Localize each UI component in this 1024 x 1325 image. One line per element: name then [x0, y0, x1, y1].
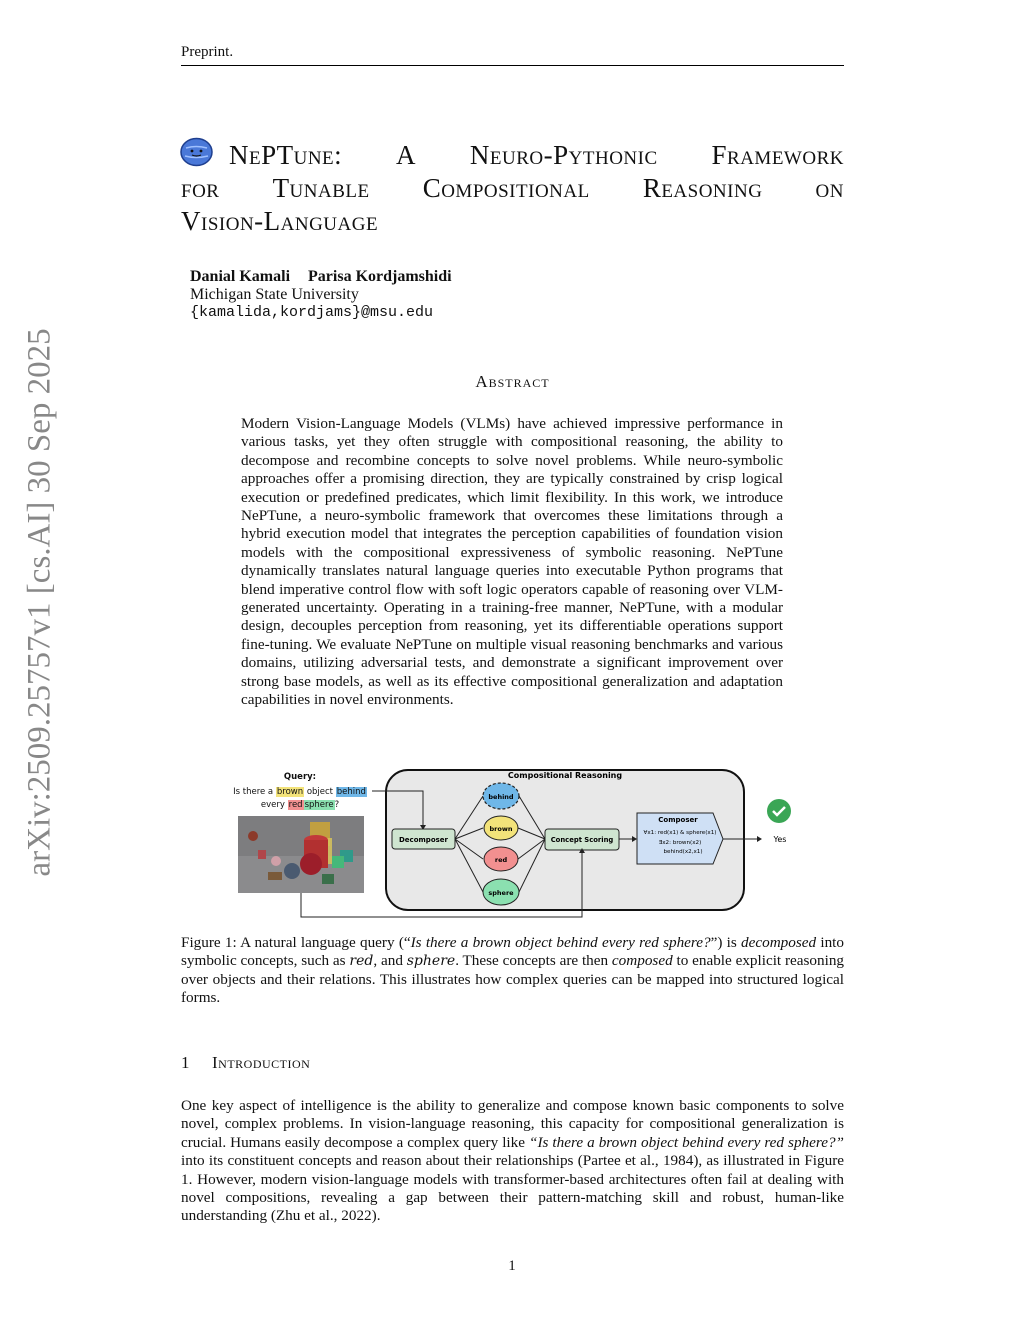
figure-diagram — [225, 767, 787, 922]
caption-text: into symbolic concepts, such as — [181, 934, 844, 970]
title-word: A — [396, 140, 417, 170]
query-sphere: sphere — [304, 800, 334, 810]
query-red: red — [288, 800, 303, 810]
abstract-body: Modern Vision-Language Models (VLMs) have achieved impressive performance in various tasks, yet they often struggle with compositional reasoning, the ability to decompose and recombine concepts to solve novel problems. While neuro-symbolic approaches offer a promising direction, they are typically constrained by crisp logical execution or predefined predicates, which limit flexibility. In this work, we introduce NePTune, a neuro-symbolic framework that overcomes these limitations through a hybrid execution model that integrates the perception capabilities of foundation vision models with the compositional expressiveness of symbolic reasoning. NePTune dynamically translates natural language queries into executable Python programs that blend imperative control flow with soft logic operators capable of reasoning over VLM-generated uncertainty. Operating in a training-free manner, NePTune, with a modular design, decouples perception from reasoning, yet its differentiable operations support fine-tuning. We evaluate NePTune on multiple visual reasoning benchmarks and various domains, utilizing adversarial tests, and demonstrate a significant improvement over strong base models, as well as its effective compositional generalization and adaptation capabilities in novel environments. — [241, 415, 783, 709]
composer-line: ∃x2: brown(x2) — [658, 840, 702, 846]
figure-caption — [181, 934, 844, 1008]
query-word: ? — [334, 800, 340, 810]
query-behind: behind — [336, 787, 366, 797]
title-word: Vision-Language — [181, 206, 379, 236]
caption-math: red — [349, 953, 374, 970]
title-word: for — [181, 173, 220, 203]
author-name: Danial Kamali — [190, 268, 291, 285]
query-word: every — [260, 800, 285, 810]
check-badge-icon — [767, 799, 791, 823]
decomposer-label: Decomposer — [399, 836, 448, 844]
composer-line: behind(x2,x1) — [663, 849, 703, 855]
title-word: Reasoning — [642, 173, 763, 203]
title-word: on — [815, 173, 844, 203]
caption-emph: decomposed — [741, 934, 817, 951]
query-word: object — [306, 787, 334, 797]
title-word: Tunable — [272, 173, 370, 203]
page-number: 1 — [508, 1258, 516, 1274]
panel-title: Compositional Reasoning — [507, 771, 623, 780]
running-header: Preprint. — [181, 44, 234, 60]
query-brown: brown — [276, 787, 304, 797]
concept-brown-label: brown — [489, 825, 513, 833]
composer-line: ∀x1: red(x1) & sphere(x1) — [643, 830, 717, 836]
title-word: Neuro-Pythonic — [469, 140, 658, 170]
caption-text: , and — [373, 952, 403, 970]
caption-text: A natural language query (“ — [240, 934, 411, 951]
author-name: Parisa Kordjamshidi — [308, 268, 452, 285]
intro-text: into its constituent concepts and reason about their relationships (Partee et al., 1984), as illustrated in Figure 1. However, modern vision-language models with transformer-based architectures often fail at dealing with novel compositions, revealing a gap between their pattern-matching skill and robust, human-like understanding (Zhu et al., 2022). — [181, 1152, 844, 1225]
concept-behind-label: behind — [488, 793, 514, 801]
affiliation: Michigan State University — [190, 286, 359, 303]
caption-query: Is there a brown object behind every red sphere? — [410, 934, 711, 951]
email: {kamalida,kordjams}@msu.edu — [190, 304, 434, 321]
header-rule — [181, 65, 844, 66]
title-word: Compositional — [422, 173, 590, 203]
query-label: Query: — [283, 772, 317, 782]
caption-text: ”) is — [710, 934, 737, 951]
abstract-heading: Abstract — [475, 372, 550, 391]
title-word: NePTune: — [229, 140, 343, 170]
caption-text: to enable explicit reasoning over objects and their relations. This illustrates how complex queries can be mapped into structured logical forms. — [181, 952, 845, 1007]
caption-math: sphere — [406, 953, 456, 970]
caption-text: . These concepts are then — [455, 952, 609, 970]
arxiv-stamp: arXiv:2509.25757v1 [cs.AI] 30 Sep 2025 — [21, 328, 58, 877]
section-heading — [181, 1053, 310, 1073]
query-word: Is there a — [233, 787, 274, 797]
composer-title: Composer — [658, 816, 698, 824]
intro-paragraph — [181, 1097, 844, 1226]
intro-query: “Is there a brown object behind every red sphere?” — [529, 1133, 844, 1151]
author-list — [190, 268, 452, 286]
concept-scoring-label: Concept Scoring — [550, 836, 614, 844]
concept-sphere-label: sphere — [488, 889, 514, 897]
section-number: 1 — [181, 1053, 190, 1072]
caption-label: Figure 1: — [181, 934, 237, 951]
answer-label: Yes — [773, 835, 787, 844]
section-title: Introduction — [212, 1053, 311, 1072]
title-word: Framework — [711, 140, 844, 170]
paper-title — [181, 139, 844, 238]
concept-red-label: red — [494, 856, 508, 864]
caption-emph: composed — [611, 952, 673, 970]
intro-text: One key aspect of intelligence is the ability to generalize and compose known basic components to solve novel, complex problems. In vision-language reasoning, this capacity for compositional generalization is crucial. Humans easily decompose a complex query like — [181, 1097, 844, 1151]
